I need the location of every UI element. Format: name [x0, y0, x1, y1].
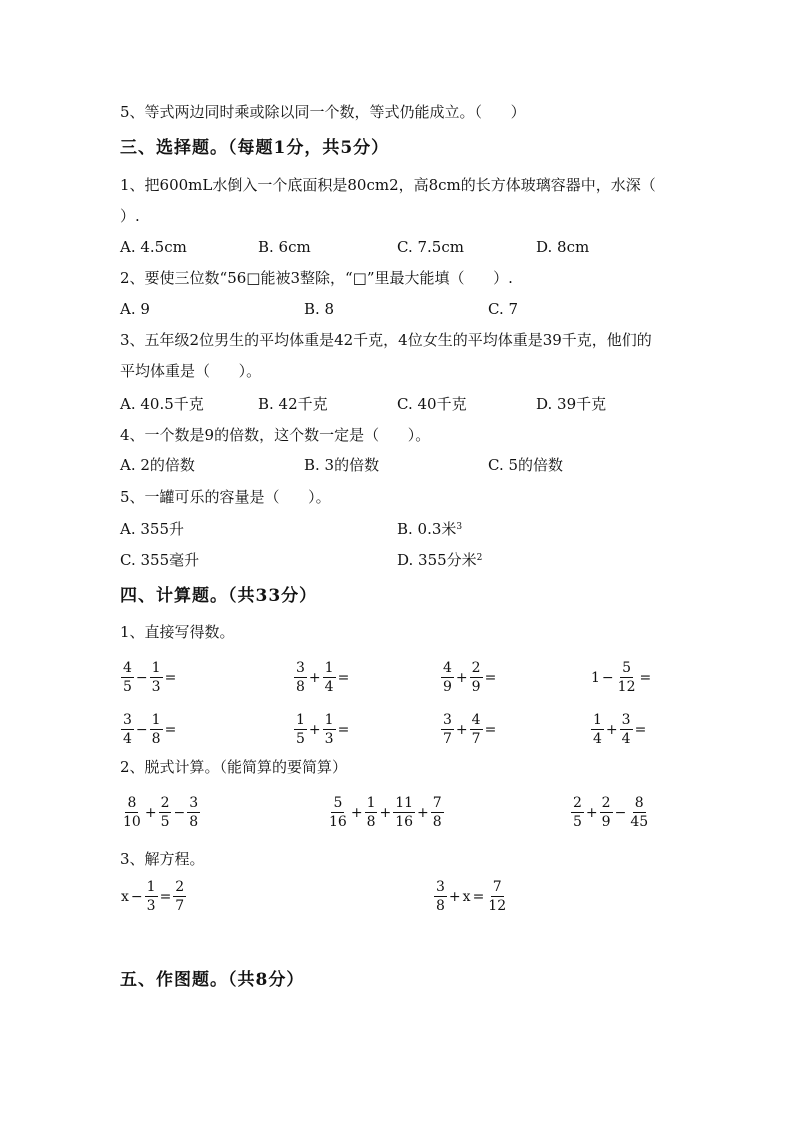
true-false-item-5: 5、等式两边同时乘或除以同一个数，等式仍能成立。（ ）: [120, 103, 526, 121]
equation-2: $\frac{3}{8}$ + x = $\frac{7}{12}$: [436, 879, 507, 914]
section-heading-choice: 三、选择题。（每题1分，共5分）: [120, 138, 390, 158]
section-heading-calculation: 四、计算题。（共33分）: [120, 586, 318, 606]
choice-q4-option-c: C. 5的倍数: [488, 456, 564, 474]
direct-calc-4: 1 − $\frac{5}{12}$ =: [591, 660, 652, 695]
calc-sub-2: 2、脱式计算。（能简算的要简算）: [120, 758, 348, 776]
direct-calc-2: $\frac{3}{8}$ + $\frac{1}{4}$ =: [296, 660, 350, 695]
choice-q5-text: 5、一罐可乐的容量是（ ）。: [120, 488, 331, 506]
choice-q2-text: 2、要使三位数“56□能被3整除，“□”里最大能填（ ）.: [120, 269, 513, 287]
choice-q4-option-a: A. 2的倍数: [120, 456, 195, 474]
choice-q5-option-a: A. 355升: [120, 520, 184, 538]
choice-q3-line2: 平均体重是（ ）。: [120, 362, 262, 380]
choice-q1-line1: 1、把600mL水倒入一个底面积是80cm2，高8cm的长方体玻璃容器中，水深（: [120, 176, 656, 194]
step-calc-1: $\frac{8}{10}$ + $\frac{2}{5}$ − $\frac{3}{8}$: [123, 795, 199, 830]
step-calc-3: $\frac{2}{5}$ + $\frac{2}{9}$ − $\frac{8}{45}$: [573, 795, 649, 830]
calc-sub-1: 1、直接写得数。: [120, 623, 235, 641]
direct-calc-3: $\frac{4}{9}$ + $\frac{2}{9}$ =: [443, 660, 497, 695]
choice-q1-line2: ）.: [120, 207, 140, 225]
choice-q1-option-b: B. 6cm: [258, 238, 311, 256]
direct-calc-7: $\frac{3}{7}$ + $\frac{4}{7}$ =: [443, 712, 497, 747]
direct-calc-5: $\frac{3}{4}$ − $\frac{1}{8}$ =: [123, 712, 177, 747]
choice-q3-line1: 3、五年级2位男生的平均体重是42千克，4位女生的平均体重是39千克，他们的: [120, 331, 652, 349]
choice-q2-option-a: A. 9: [120, 300, 150, 318]
choice-q1-option-c: C. 7.5cm: [397, 238, 464, 256]
choice-q2-option-b: B. 8: [304, 300, 335, 318]
choice-q3-option-b: B. 42千克: [258, 395, 328, 413]
choice-q5-option-d: D. 355分米$^2$: [397, 551, 483, 569]
step-calc-2: $\frac{5}{16}$ + $\frac{1}{8}$ + $\frac{11}{16}$ + $\frac{7}{8}$: [329, 795, 442, 830]
choice-q3-option-d: D. 39千克: [536, 395, 607, 413]
direct-calc-8: $\frac{1}{4}$ + $\frac{3}{4}$ =: [593, 712, 647, 747]
direct-calc-6: $\frac{1}{5}$ + $\frac{1}{3}$ =: [296, 712, 350, 747]
choice-q2-option-c: C. 7: [488, 300, 519, 318]
choice-q5-option-c: C. 355毫升: [120, 551, 200, 569]
choice-q3-option-c: C. 40千克: [397, 395, 467, 413]
choice-q4-option-b: B. 3的倍数: [304, 456, 380, 474]
choice-q4-text: 4、一个数是9的倍数，这个数一定是（ ）。: [120, 426, 431, 444]
choice-q3-option-a: A. 40.5千克: [120, 395, 204, 413]
equation-1: x − $\frac{1}{3}$ = $\frac{2}{7}$: [121, 879, 185, 914]
choice-q1-option-d: D. 8cm: [536, 238, 590, 256]
section-heading-drawing: 五、作图题。（共8分）: [120, 970, 305, 990]
calc-sub-3: 3、解方程。: [120, 850, 205, 868]
choice-q5-option-b: B. 0.3米$^3$: [397, 520, 463, 538]
direct-calc-1: $\frac{4}{5}$ − $\frac{1}{3}$ =: [123, 660, 177, 695]
choice-q1-option-a: A. 4.5cm: [120, 238, 187, 256]
